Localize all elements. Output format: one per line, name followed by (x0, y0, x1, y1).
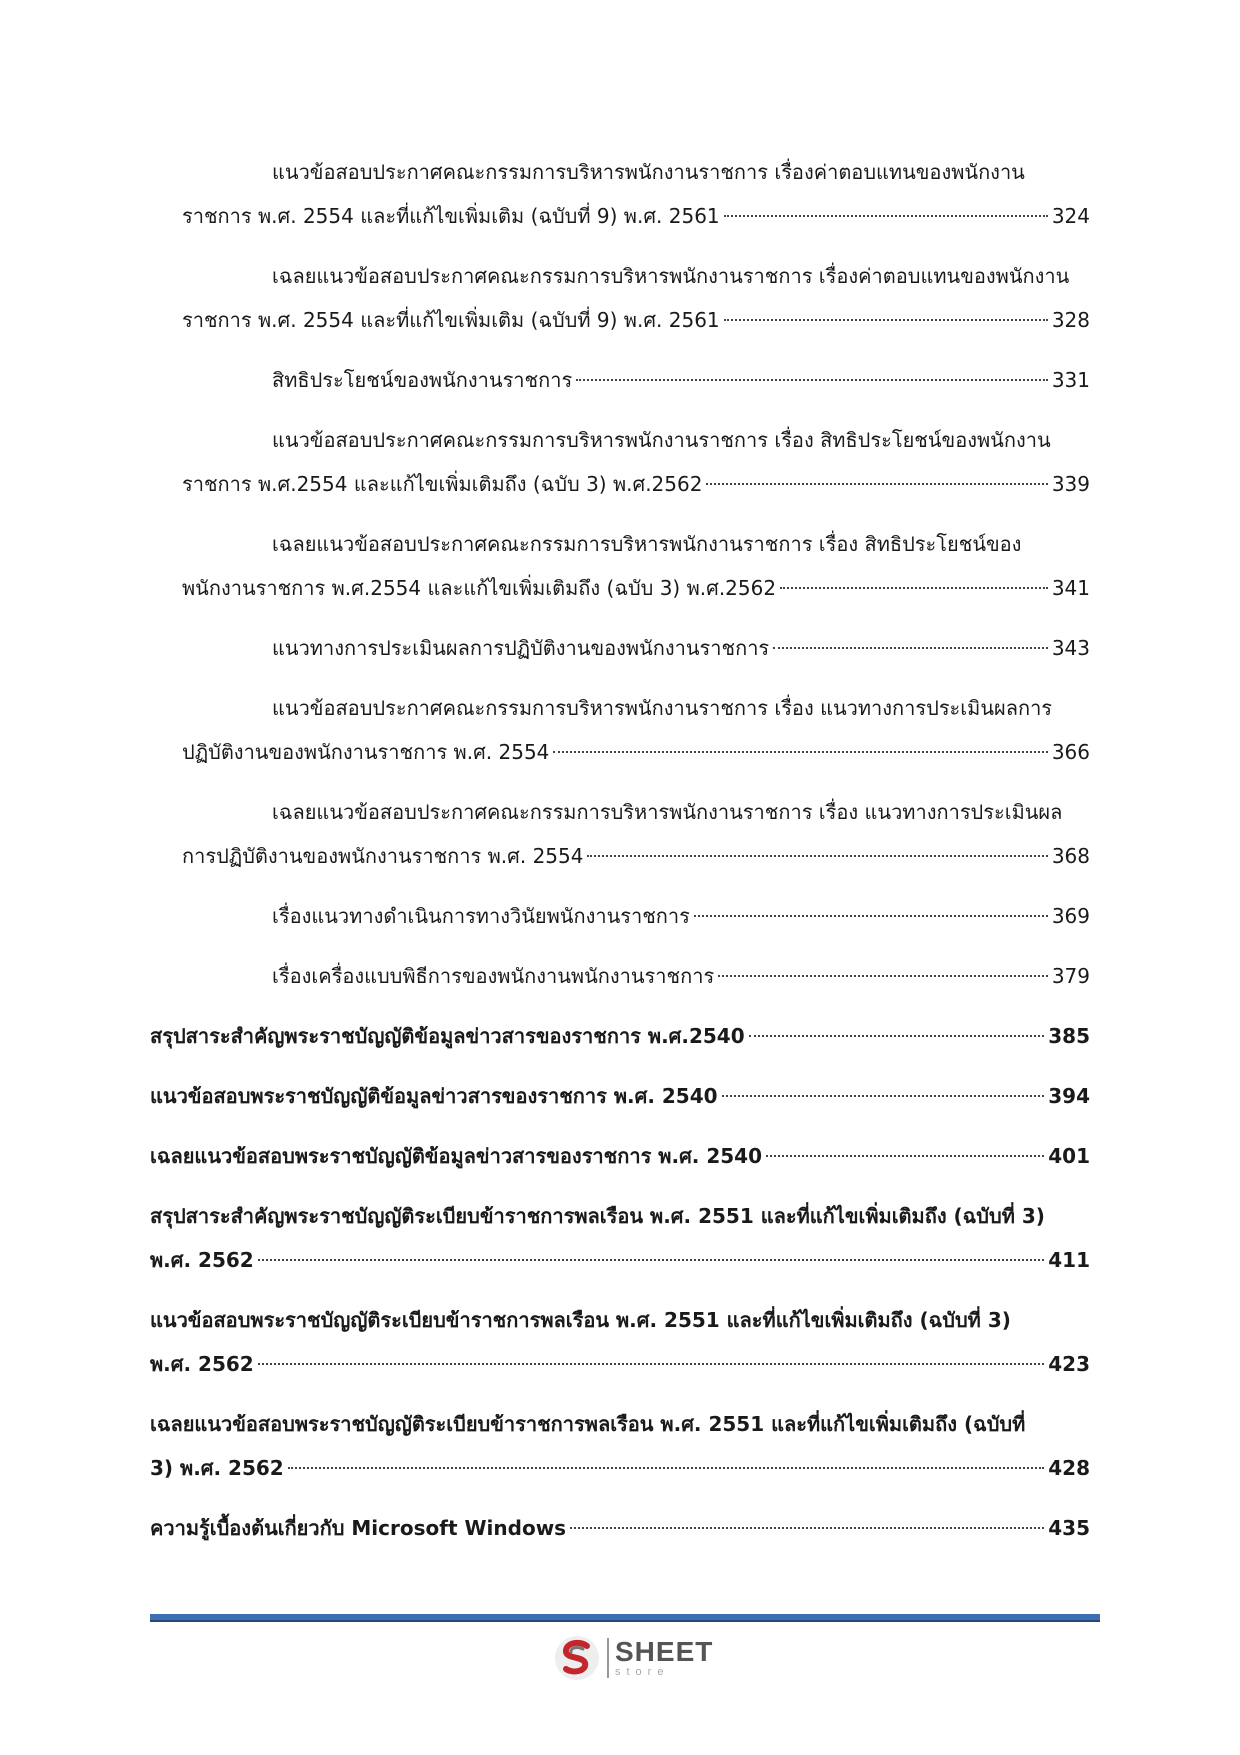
toc-entry[interactable] (150, 150, 1090, 238)
sheet-store-logo (553, 1632, 723, 1684)
toc-entry-text: แนวข้อสอบประกาศคณะกรรมการบริหารพนักงานราชการ เรื่องค่าตอบแทนของพนักงาน (272, 160, 1025, 184)
toc-page-number: 331 (1051, 368, 1090, 392)
dot-leader (576, 379, 1048, 381)
toc-page-number: 339 (1051, 472, 1090, 496)
dot-leader (724, 215, 1048, 217)
toc-page-number: 328 (1051, 308, 1090, 332)
toc-entry[interactable] (150, 358, 1090, 402)
toc-entry[interactable] (150, 894, 1090, 938)
dot-leader (258, 1259, 1045, 1261)
toc-entry-text: พ.ศ. 2562 (150, 1248, 254, 1272)
toc-entry[interactable] (150, 790, 1090, 878)
toc-entry-text: 3) พ.ศ. 2562 (150, 1456, 284, 1480)
toc-page-number: 428 (1048, 1456, 1090, 1480)
toc-entry[interactable] (150, 1074, 1090, 1118)
dot-leader (570, 1527, 1044, 1529)
toc-entry-text: เฉลยแนวข้อสอบประกาศคณะกรรมการบริหารพนักงานราชการ เรื่อง แนวทางการประเมินผล (272, 800, 1063, 824)
toc-page-number: 411 (1048, 1248, 1090, 1272)
toc-page-number: 379 (1051, 964, 1090, 988)
toc-entry-text: เฉลยแนวข้อสอบประกาศคณะกรรมการบริหารพนักงานราชการ เรื่อง สิทธิประโยชน์ของ (272, 532, 1022, 556)
toc-entry-text: สรุปสาระสำคัญพระราชบัญญัติข้อมูลข่าวสารของราชการ พ.ศ.2540 (150, 1024, 745, 1048)
logo-subword: store (615, 1666, 670, 1678)
toc-entry[interactable] (150, 1134, 1090, 1178)
toc-entry-text: ราชการ พ.ศ. 2554 และที่แก้ไขเพิ่มเติม (ฉบับที่ 9) พ.ศ. 2561 (182, 308, 720, 332)
toc-entry-text: แนวข้อสอบประกาศคณะกรรมการบริหารพนักงานราชการ เรื่อง แนวทางการประเมินผลการ (272, 696, 1053, 720)
dot-leader (718, 975, 1048, 977)
toc-entry-text: แนวทางการประเมินผลการปฏิบัติงานของพนักงานราชการ (272, 636, 770, 660)
toc-entry-text: เฉลยแนวข้อสอบพระราชบัญญัติข้อมูลข่าวสารของราชการ พ.ศ. 2540 (150, 1144, 762, 1168)
toc-entry[interactable] (150, 254, 1090, 342)
toc-entry[interactable] (150, 1194, 1090, 1282)
toc-page-number: 324 (1051, 204, 1090, 228)
table-of-contents (150, 150, 1090, 1566)
toc-page-number: 366 (1051, 740, 1090, 764)
toc-entry-text: ราชการ พ.ศ.2554 และแก้ไขเพิ่มเติมถึง (ฉบับ 3) พ.ศ.2562 (182, 472, 703, 496)
logo-separator (607, 1638, 609, 1678)
toc-page-number: 341 (1051, 576, 1090, 600)
toc-entry[interactable] (150, 1298, 1090, 1386)
toc-entry-text: แนวข้อสอบพระราชบัญญัติระเบียบข้าราชการพลเรือน พ.ศ. 2551 และที่แก้ไขเพิ่มเติมถึง (ฉบับที่ 3) (150, 1308, 1011, 1332)
dot-leader (749, 1035, 1045, 1037)
toc-entry-text: ราชการ พ.ศ. 2554 และที่แก้ไขเพิ่มเติม (ฉบับที่ 9) พ.ศ. 2561 (182, 204, 720, 228)
dot-leader (722, 1095, 1045, 1097)
toc-page-number: 394 (1048, 1084, 1090, 1108)
toc-page-number: 401 (1048, 1144, 1090, 1168)
dot-leader (780, 587, 1048, 589)
toc-entry[interactable] (150, 686, 1090, 774)
toc-page-number: 385 (1048, 1024, 1090, 1048)
toc-page-number: 368 (1051, 844, 1090, 868)
toc-entry-text: เรื่องเครื่องแบบพิธีการของพนักงานพนักงานราชการ (272, 964, 715, 988)
toc-entry-text: เรื่องแนวทางดำเนินการทางวินัยพนักงานราชการ (272, 904, 690, 928)
dot-leader (288, 1467, 1045, 1469)
toc-page-number: 369 (1051, 904, 1090, 928)
toc-entry[interactable] (150, 522, 1090, 610)
dot-leader (553, 751, 1047, 753)
toc-entry-text: พนักงานราชการ พ.ศ.2554 และแก้ไขเพิ่มเติมถึง (ฉบับ 3) พ.ศ.2562 (182, 576, 777, 600)
toc-entry[interactable] (150, 418, 1090, 506)
toc-entry[interactable] (150, 1402, 1090, 1490)
toc-entry-text: แนวข้อสอบพระราชบัญญัติข้อมูลข่าวสารของราชการ พ.ศ. 2540 (150, 1084, 718, 1108)
dot-leader (773, 647, 1048, 649)
toc-entry-text: สรุปสาระสำคัญพระราชบัญญัติระเบียบข้าราชการพลเรือน พ.ศ. 2551 และที่แก้ไขเพิ่มเติมถึง (ฉบับที่ 3) (150, 1204, 1045, 1228)
toc-entry[interactable] (150, 1014, 1090, 1058)
dot-leader (724, 319, 1048, 321)
dot-leader (706, 483, 1047, 485)
logo-text (615, 1638, 713, 1678)
toc-entry[interactable] (150, 1506, 1090, 1550)
toc-entry-text: แนวข้อสอบประกาศคณะกรรมการบริหารพนักงานราชการ เรื่อง สิทธิประโยชน์ของพนักงาน (272, 428, 1051, 452)
dot-leader (694, 915, 1048, 917)
toc-page-number: 435 (1048, 1516, 1090, 1540)
toc-entry-text: เฉลยแนวข้อสอบพระราชบัญญัติระเบียบข้าราชการพลเรือน พ.ศ. 2551 และที่แก้ไขเพิ่มเติมถึง (ฉบับที่ (150, 1412, 1026, 1436)
toc-entry-text: การปฏิบัติงานของพนักงานราชการ พ.ศ. 2554 (182, 844, 584, 868)
toc-entry-text: สิทธิประโยชน์ของพนักงานราชการ (272, 368, 573, 392)
logo-word: SHEET (615, 1636, 714, 1667)
toc-entry[interactable] (150, 954, 1090, 998)
footer-rule (150, 1614, 1100, 1622)
toc-entry-text: เฉลยแนวข้อสอบประกาศคณะกรรมการบริหารพนักงานราชการ เรื่องค่าตอบแทนของพนักงาน (272, 264, 1070, 288)
toc-entry-text: พ.ศ. 2562 (150, 1352, 254, 1376)
dot-leader (766, 1155, 1044, 1157)
toc-entry-text: ปฏิบัติงานของพนักงานราชการ พ.ศ. 2554 (182, 740, 550, 764)
toc-entry-text: ความรู้เบื้องต้นเกี่ยวกับ Microsoft Windows (150, 1516, 567, 1540)
toc-page-number: 423 (1048, 1352, 1090, 1376)
dot-leader (587, 855, 1047, 857)
dot-leader (258, 1363, 1045, 1365)
sheet-store-logo-icon (553, 1634, 601, 1682)
toc-page-number: 343 (1051, 636, 1090, 660)
toc-entry[interactable] (150, 626, 1090, 670)
